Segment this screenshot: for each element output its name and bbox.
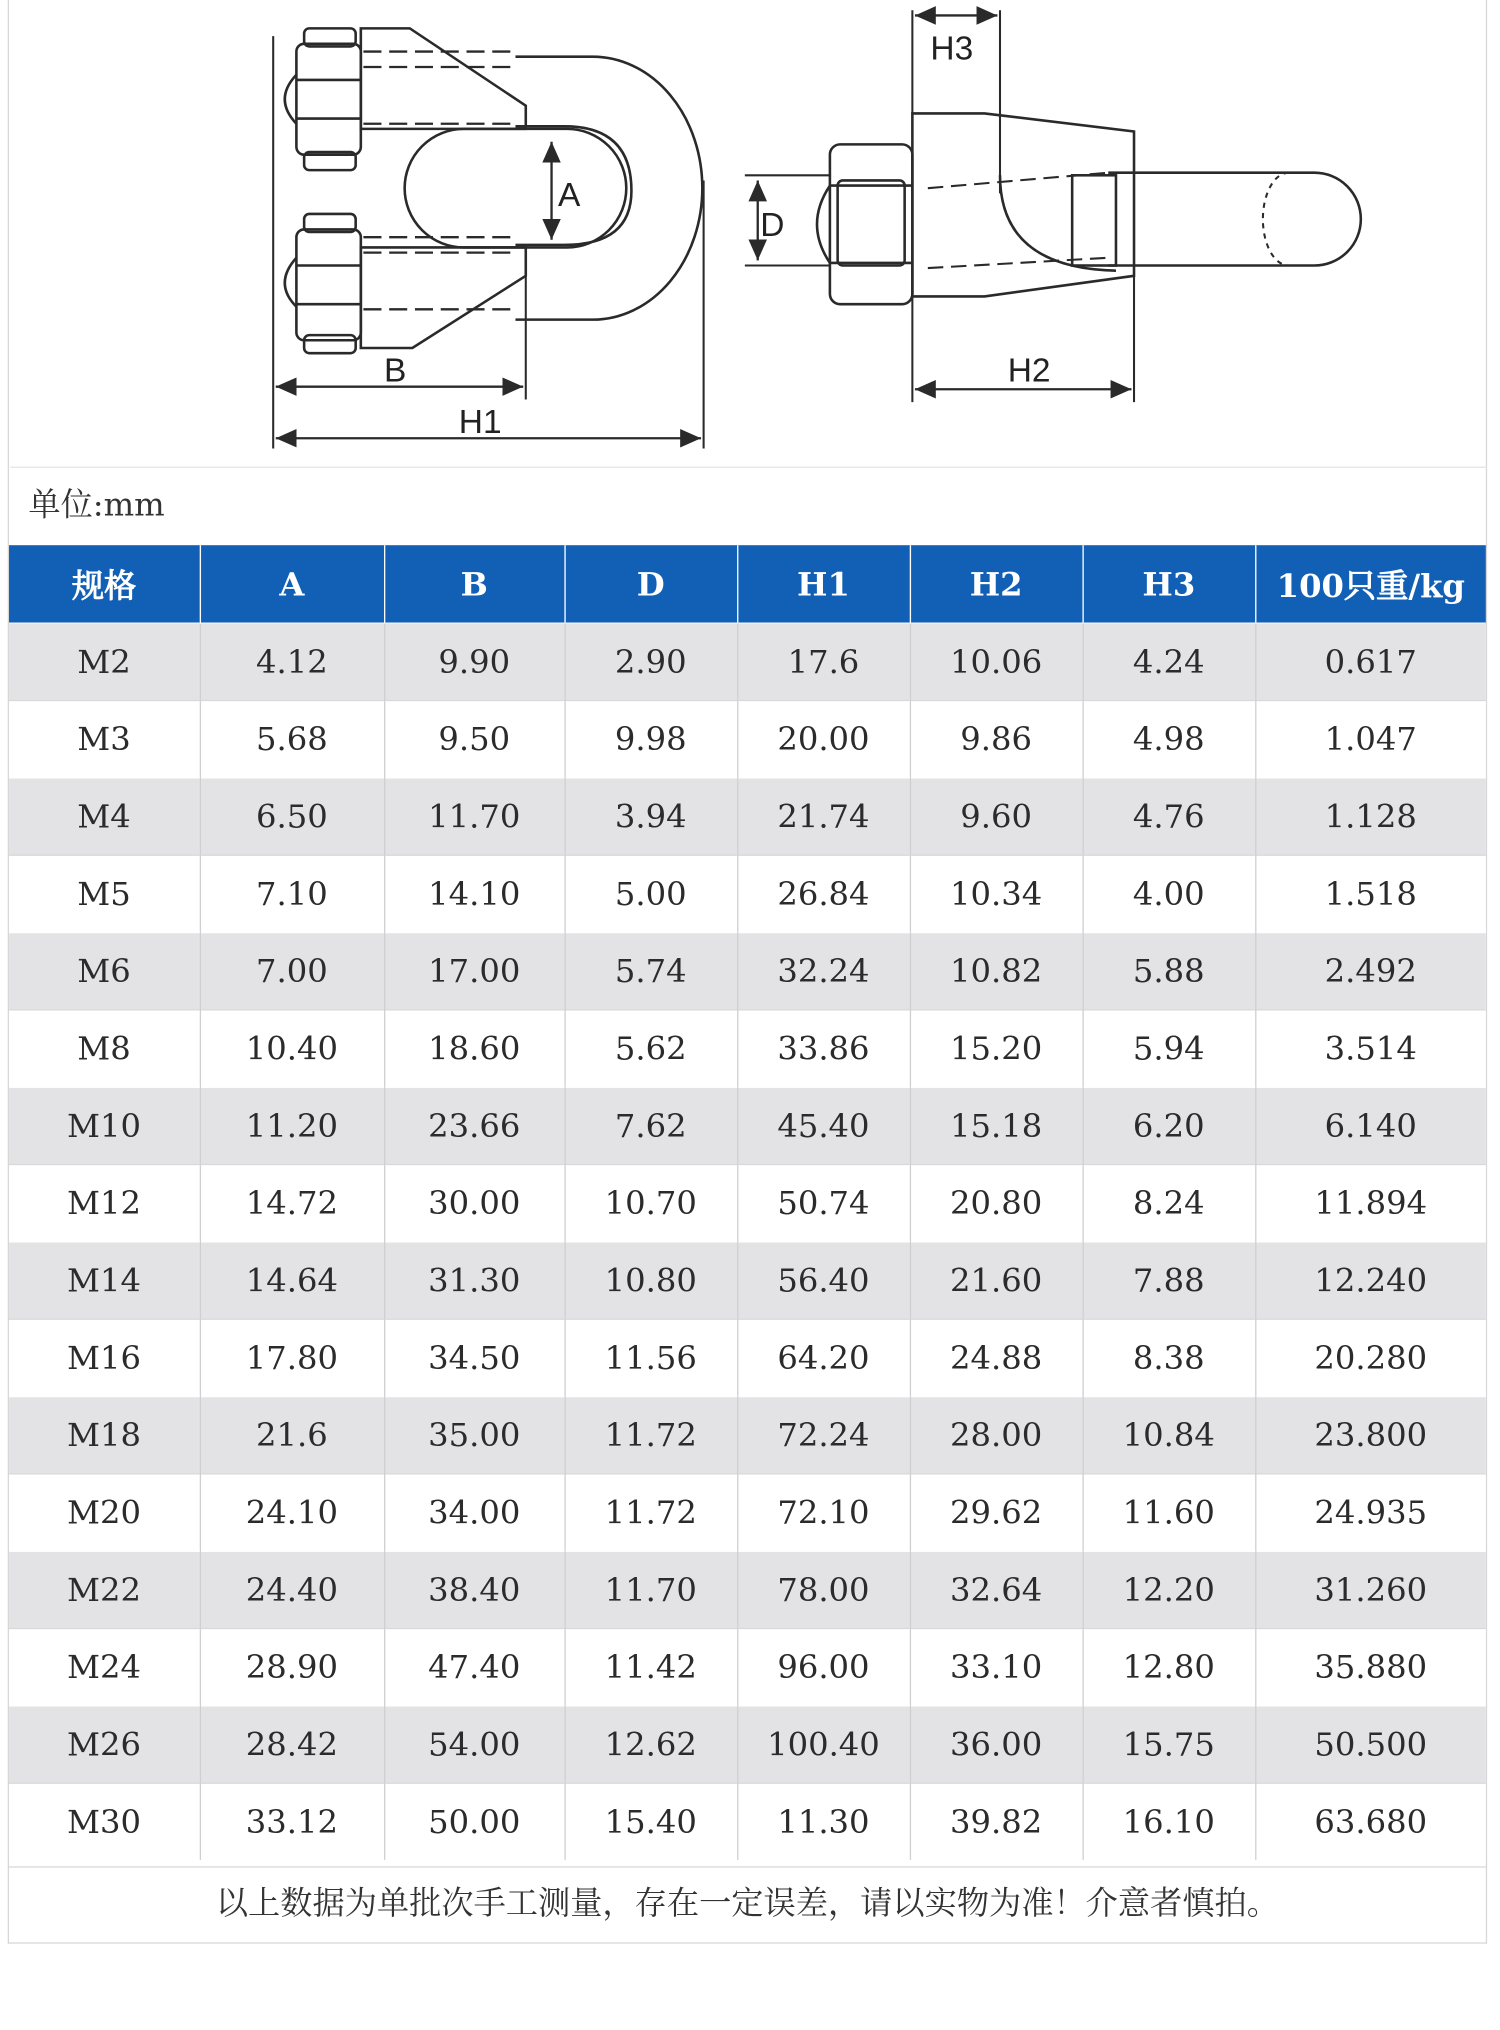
table-cell: 4.12: [200, 623, 384, 700]
table-cell: 5.94: [1082, 1010, 1255, 1087]
column-header: H1: [737, 545, 910, 623]
table-cell: 4.76: [1082, 778, 1255, 855]
table-cell: 50.500: [1255, 1706, 1486, 1783]
table-cell: 9.50: [384, 701, 564, 778]
table-row: [9, 855, 1486, 932]
table-cell: 54.00: [384, 1706, 564, 1783]
table-cell: 11.894: [1255, 1165, 1486, 1242]
table-cell: 35.880: [1255, 1629, 1486, 1706]
spec-size-cell: M18: [9, 1397, 200, 1474]
table-cell: 14.10: [384, 855, 564, 932]
table-cell: 33.86: [737, 1010, 910, 1087]
spec-size-cell: M14: [9, 1242, 200, 1319]
spec-size-cell: M20: [9, 1474, 200, 1551]
table-header-row: [9, 545, 1486, 623]
table-cell: 32.24: [737, 933, 910, 1010]
table-cell: 11.60: [1082, 1474, 1255, 1551]
table-cell: 5.68: [200, 701, 384, 778]
table-cell: 21.60: [910, 1242, 1083, 1319]
table-row: [9, 1551, 1486, 1628]
table-cell: 9.98: [564, 701, 737, 778]
table-cell: 20.280: [1255, 1319, 1486, 1396]
table-cell: 15.18: [910, 1087, 1083, 1164]
table-cell: 5.00: [564, 855, 737, 932]
table-cell: 31.260: [1255, 1551, 1486, 1628]
spec-size-cell: M2: [9, 623, 200, 700]
table-cell: 11.72: [564, 1474, 737, 1551]
table-cell: 28.90: [200, 1629, 384, 1706]
table-cell: 11.42: [564, 1629, 737, 1706]
table-cell: 17.00: [384, 933, 564, 1010]
column-header: A: [200, 545, 384, 623]
label-h1: H1: [458, 404, 502, 442]
footnote: 以上数据为单批次手工测量，存在一定误差，请以实物为准！介意者慎拍。: [9, 1866, 1486, 1942]
table-cell: 96.00: [737, 1629, 910, 1706]
table-cell: 7.62: [564, 1087, 737, 1164]
table-cell: 12.240: [1255, 1242, 1486, 1319]
table-row: [9, 1165, 1486, 1242]
table-cell: 10.70: [564, 1165, 737, 1242]
table-cell: 10.80: [564, 1242, 737, 1319]
table-cell: 78.00: [737, 1551, 910, 1628]
table-cell: 5.62: [564, 1010, 737, 1087]
table-cell: 34.50: [384, 1319, 564, 1396]
table-cell: 72.24: [737, 1397, 910, 1474]
spec-size-cell: M5: [9, 855, 200, 932]
table-cell: 1.518: [1255, 855, 1486, 932]
table-row: [9, 1242, 1486, 1319]
table-cell: 8.38: [1082, 1319, 1255, 1396]
table-cell: 4.00: [1082, 855, 1255, 932]
table-cell: 28.00: [910, 1397, 1083, 1474]
table-row: [9, 1706, 1486, 1783]
spec-size-cell: M8: [9, 1010, 200, 1087]
table-cell: 28.42: [200, 1706, 384, 1783]
spec-size-cell: M4: [9, 778, 200, 855]
label-b: B: [384, 352, 407, 390]
table-row: [9, 1087, 1486, 1164]
table-cell: 26.84: [737, 855, 910, 932]
table-cell: 21.74: [737, 778, 910, 855]
column-header: D: [564, 545, 737, 623]
table-cell: 23.66: [384, 1087, 564, 1164]
table-cell: 0.617: [1255, 623, 1486, 700]
table-row: [9, 1474, 1486, 1551]
table-cell: 18.60: [384, 1010, 564, 1087]
table-cell: 56.40: [737, 1242, 910, 1319]
spec-table: [9, 545, 1486, 1860]
spec-size-cell: M6: [9, 933, 200, 1010]
table-row: [9, 1319, 1486, 1396]
table-cell: 14.64: [200, 1242, 384, 1319]
table-cell: 11.70: [564, 1551, 737, 1628]
wire-rope-clip-diagram: [0, 0, 1500, 464]
label-h3: H3: [930, 30, 974, 68]
table-cell: 32.64: [910, 1551, 1083, 1628]
table-cell: 50.00: [384, 1783, 564, 1860]
table-cell: 6.140: [1255, 1087, 1486, 1164]
table-cell: 63.680: [1255, 1783, 1486, 1860]
table-cell: 10.84: [1082, 1397, 1255, 1474]
table-row: [9, 623, 1486, 700]
table-cell: 16.10: [1082, 1783, 1255, 1860]
spec-size-cell: M30: [9, 1783, 200, 1860]
table-cell: 2.492: [1255, 933, 1486, 1010]
spec-size-cell: M16: [9, 1319, 200, 1396]
column-header: B: [384, 545, 564, 623]
label-d: D: [760, 206, 785, 244]
table-cell: 15.75: [1082, 1706, 1255, 1783]
table-cell: 8.24: [1082, 1165, 1255, 1242]
table-cell: 36.00: [910, 1706, 1083, 1783]
table-cell: 9.90: [384, 623, 564, 700]
divider: [10, 467, 1487, 468]
table-row: [9, 1397, 1486, 1474]
table-cell: 2.90: [564, 623, 737, 700]
table-cell: 7.00: [200, 933, 384, 1010]
table-cell: 11.70: [384, 778, 564, 855]
table-cell: 10.82: [910, 933, 1083, 1010]
table-cell: 39.82: [910, 1783, 1083, 1860]
table-cell: 17.6: [737, 623, 910, 700]
table-row: [9, 1629, 1486, 1706]
table-cell: 11.72: [564, 1397, 737, 1474]
table-cell: 31.30: [384, 1242, 564, 1319]
table-cell: 1.047: [1255, 701, 1486, 778]
spec-size-cell: M10: [9, 1087, 200, 1164]
column-header: 规格: [9, 545, 200, 623]
table-cell: 34.00: [384, 1474, 564, 1551]
table-cell: 4.24: [1082, 623, 1255, 700]
table-cell: 33.10: [910, 1629, 1083, 1706]
table-cell: 9.60: [910, 778, 1083, 855]
table-cell: 24.935: [1255, 1474, 1486, 1551]
table-row: [9, 1783, 1486, 1860]
table-cell: 10.06: [910, 623, 1083, 700]
table-cell: 14.72: [200, 1165, 384, 1242]
table-cell: 11.56: [564, 1319, 737, 1396]
label-h2: H2: [1007, 352, 1051, 390]
column-header: 100只重/kg: [1255, 545, 1486, 623]
table-cell: 3.514: [1255, 1010, 1486, 1087]
table-cell: 9.86: [910, 701, 1083, 778]
table-cell: 11.20: [200, 1087, 384, 1164]
column-header: H3: [1082, 545, 1255, 623]
spec-size-cell: M12: [9, 1165, 200, 1242]
table-cell: 12.62: [564, 1706, 737, 1783]
table-cell: 35.00: [384, 1397, 564, 1474]
table-cell: 5.88: [1082, 933, 1255, 1010]
spec-size-cell: M22: [9, 1551, 200, 1628]
table-cell: 1.128: [1255, 778, 1486, 855]
table-cell: 10.34: [910, 855, 1083, 932]
table-cell: 47.40: [384, 1629, 564, 1706]
spec-size-cell: M3: [9, 701, 200, 778]
table-cell: 33.12: [200, 1783, 384, 1860]
table-cell: 7.10: [200, 855, 384, 932]
spec-size-cell: M24: [9, 1629, 200, 1706]
table-cell: 72.10: [737, 1474, 910, 1551]
table-cell: 11.30: [737, 1783, 910, 1860]
table-cell: 3.94: [564, 778, 737, 855]
table-cell: 10.40: [200, 1010, 384, 1087]
table-cell: 4.98: [1082, 701, 1255, 778]
table-cell: 24.88: [910, 1319, 1083, 1396]
table-cell: 23.800: [1255, 1397, 1486, 1474]
table-cell: 38.40: [384, 1551, 564, 1628]
table-cell: 24.40: [200, 1551, 384, 1628]
table-cell: 5.74: [564, 933, 737, 1010]
front-view: [273, 28, 703, 448]
table-cell: 12.80: [1082, 1629, 1255, 1706]
column-header: H2: [910, 545, 1083, 623]
table-cell: 45.40: [737, 1087, 910, 1164]
table-cell: 20.80: [910, 1165, 1083, 1242]
table-cell: 50.74: [737, 1165, 910, 1242]
side-view: [745, 10, 1361, 402]
table-cell: 30.00: [384, 1165, 564, 1242]
table-cell: 17.80: [200, 1319, 384, 1396]
table-row: [9, 933, 1486, 1010]
table-cell: 6.20: [1082, 1087, 1255, 1164]
label-a: A: [557, 177, 581, 215]
spec-size-cell: M26: [9, 1706, 200, 1783]
table-row: [9, 701, 1486, 778]
table-cell: 12.20: [1082, 1551, 1255, 1628]
table-cell: 24.10: [200, 1474, 384, 1551]
table-row: [9, 1010, 1486, 1087]
table-cell: 15.40: [564, 1783, 737, 1860]
unit-label: 单位:mm: [28, 485, 165, 524]
table-cell: 21.6: [200, 1397, 384, 1474]
table-cell: 64.20: [737, 1319, 910, 1396]
table-cell: 7.88: [1082, 1242, 1255, 1319]
table-cell: 6.50: [200, 778, 384, 855]
table-cell: 20.00: [737, 701, 910, 778]
table-row: [9, 778, 1486, 855]
table-cell: 15.20: [910, 1010, 1083, 1087]
table-cell: 100.40: [737, 1706, 910, 1783]
table-cell: 29.62: [910, 1474, 1083, 1551]
